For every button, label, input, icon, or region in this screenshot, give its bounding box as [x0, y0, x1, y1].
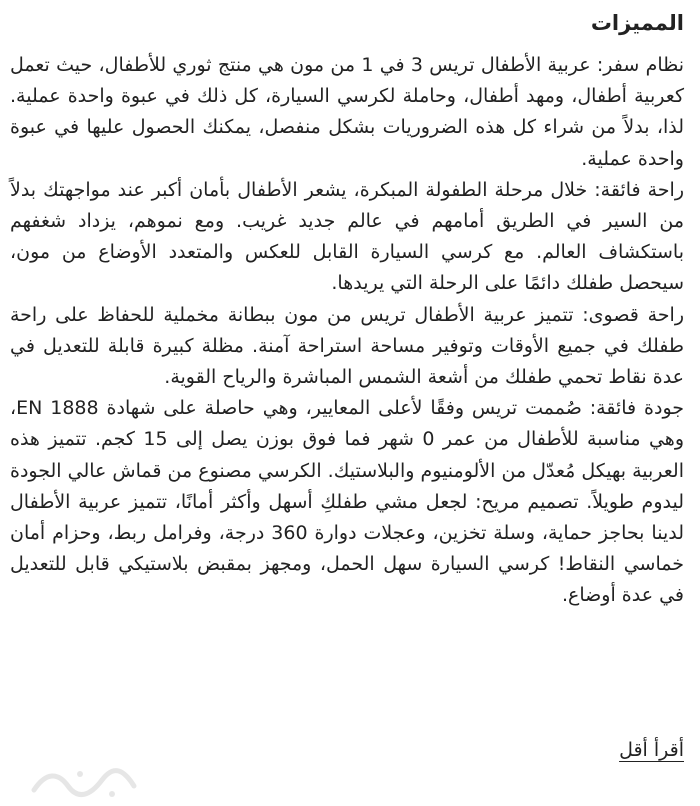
- watermark-logo: [28, 766, 140, 800]
- feature-paragraph-comfort: راحة فائقة: خلال مرحلة الطفولة المبكرة، يشعر الأطفال بأمان أكبر عند مواجهتك بدلاً من السير في الطريق أمامهم في عالم جديد غريب. ومع نموهم، يزداد شغفهم باستكشاف العالم. مع كرسي السيارة القابل للعكس والمتعدد الأوضاع من مون، سيحصل طفلك دائمًا على الرحلة التي يريدها.: [10, 178, 684, 295]
- read-less-link[interactable]: أقرأ أقل: [619, 739, 684, 761]
- watermark-logo-icon: [28, 766, 140, 800]
- feature-paragraph-quality: جودة فائقة: صُممت تريس وفقًا لأعلى المعايير، وهي حاصلة على شهادة EN 1888، وهي مناسبة للأطفال من عمر 0 شهر فما فوق بوزن يصل إلى 15 كجم. تتميز هذه العربية بهيكل مُعدّل من الألومنيوم والبلاستيك. الكرسي مصنوع من قماش عالي الجودة ليدوم طويلاً. تصميم مريح: لجعل مشي طفلكِ أسهل وأكثر أمانًا، تتميز عربية الأطفال لدينا بحاجز حماية، وسلة تخزين، وعجلات دوارة 360 درجة، وفرامل ربط، وحزام أمان خماسي النقاط! كرسي السيارة سهل الحمل، ومجهز بمقبض بلاستيكي قابل للتعديل في عدة أوضاع.: [10, 397, 684, 607]
- features-section: [10, 0, 684, 612]
- section-title: المميزات: [590, 11, 684, 35]
- feature-paragraph-max-comfort: راحة قصوى: تتميز عربية الأطفال تريس من مون ببطانة مخملية للحفاظ على راحة طفلك في جميع الأوقات وتوفير مساحة استراحة آمنة. مظلة كبيرة قابلة للتعديل في عدة نقاط تحمي طفلك من أشعة الشمس المباشرة والرياح القوية.: [10, 303, 684, 389]
- feature-paragraph-travel-system: نظام سفر: عربية الأطفال تريس 3 في 1 من مون هي منتج ثوري للأطفال، حيث تعمل كعربية أطفال، ومهد أطفال، وحاملة لكرسي السيارة، كل ذلك في عبوة واحدة عملية. لذا، بدلاً من شراء كل هذه الضروريات بشكل منفصل، يمكنك الحصول عليها في عبوة واحدة عملية.: [10, 54, 684, 170]
